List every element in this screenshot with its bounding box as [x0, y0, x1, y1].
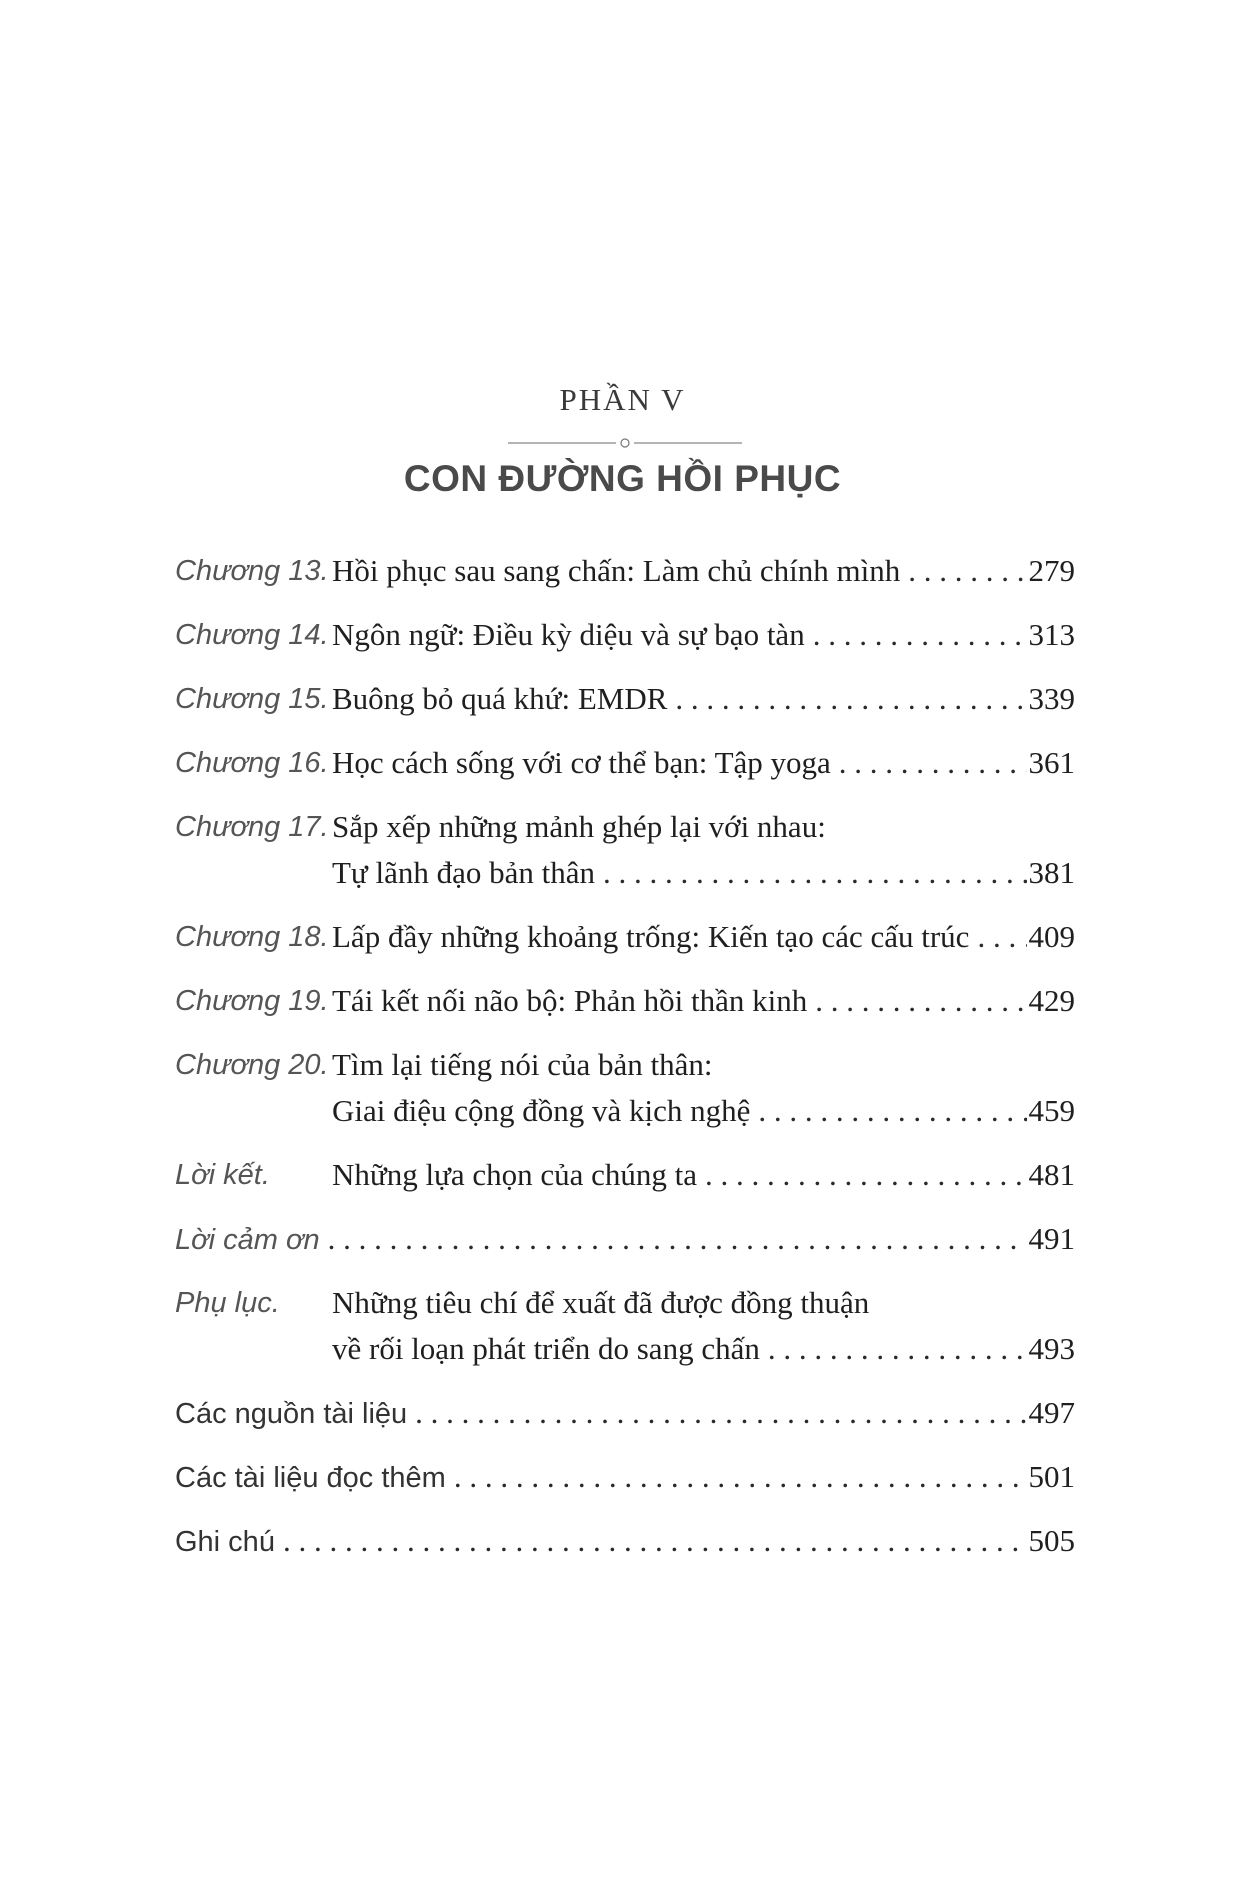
entry-title: Học cách sống với cơ thể bạn: Tập yoga [332, 745, 831, 780]
toc-entry[interactable] [175, 676, 1075, 722]
toc-entry[interactable] [175, 548, 1075, 594]
page-number: 361 [1028, 745, 1075, 780]
page-number: 339 [1028, 681, 1075, 716]
entry-title-continued: Giai điệu cộng đồng và kịch nghệ [332, 1093, 751, 1128]
toc-entry[interactable] [175, 1518, 1075, 1564]
entry-title: Tái kết nối não bộ: Phản hồi thần kinh [332, 983, 808, 1018]
toc-entry[interactable] [175, 612, 1075, 658]
page-number: 501 [1028, 1459, 1075, 1494]
entry-title: Các nguồn tài liệu [175, 1398, 408, 1430]
toc-entry[interactable] [175, 1390, 1075, 1436]
page-number: 313 [1028, 617, 1075, 652]
toc-entry[interactable] [175, 914, 1075, 960]
dot-leader [328, 1216, 1027, 1262]
entry-label: Chương 13. [175, 555, 329, 587]
entry-title: Ngôn ngữ: Điều kỳ diệu và sự bạo tàn [332, 617, 805, 652]
entry-title: Hồi phục sau sang chấn: Làm chủ chính mình [332, 553, 901, 588]
page-number: 481 [1028, 1157, 1075, 1192]
page-number: 497 [1028, 1395, 1075, 1430]
dot-leader [454, 1454, 1027, 1500]
toc-entry[interactable] [175, 1152, 1075, 1198]
dot-leader [603, 850, 1026, 896]
page-number: 493 [1028, 1331, 1075, 1366]
entry-label: Lời cảm ơn [175, 1224, 320, 1256]
page-number: 505 [1028, 1523, 1075, 1558]
dot-leader [675, 676, 1026, 722]
dot-leader [758, 1088, 1026, 1134]
entry-label: Chương 15. [175, 683, 329, 715]
entry-title: Tìm lại tiếng nói của bản thân: [332, 1047, 713, 1082]
entry-title: Các tài liệu đọc thêm [175, 1462, 446, 1494]
page-number: 459 [1028, 1093, 1075, 1128]
entry-title: Những tiêu chí để xuất đã được đồng thuận [332, 1285, 870, 1320]
entry-label: Chương 16. [175, 747, 329, 779]
ornament-divider [508, 436, 742, 450]
dot-leader [839, 740, 1027, 786]
page-number: 409 [1028, 919, 1075, 954]
page-number: 491 [1028, 1221, 1075, 1256]
entry-label: Chương 19. [175, 985, 329, 1017]
entry-title: Ghi chú [175, 1526, 275, 1558]
toc-entry[interactable] [175, 1280, 1075, 1372]
dot-leader [977, 914, 1026, 960]
entry-line [332, 548, 1075, 594]
page-number: 279 [1028, 553, 1075, 588]
entry-label: Chương 14. [175, 619, 329, 651]
dot-leader [283, 1518, 1027, 1564]
toc-entry[interactable] [175, 978, 1075, 1024]
dot-leader [415, 1390, 1026, 1436]
entry-title-continued: Tự lãnh đạo bản thân [332, 855, 596, 890]
toc-entry[interactable] [175, 1454, 1075, 1500]
entry-label: Lời kết. [175, 1159, 270, 1191]
entry-title-continued: về rối loạn phát triển do sang chấn [332, 1331, 760, 1366]
toc-entry[interactable] [175, 804, 1075, 896]
entry-title: Sắp xếp những mảnh ghép lại với nhau: [332, 809, 826, 844]
part-title: CON ĐƯỜNG HỒI PHỤC [403, 458, 842, 499]
dot-leader [705, 1152, 1026, 1198]
toc-entry[interactable] [175, 1216, 1075, 1262]
entry-label: Chương 18. [175, 921, 329, 953]
dot-leader [768, 1326, 1027, 1372]
entry-title: Lấp đầy những khoảng trống: Kiến tạo các cấu trúc [332, 919, 970, 954]
entry-label: Chương 20. [175, 1049, 329, 1081]
dot-leader [908, 548, 1026, 594]
entry-label: Phụ lục. [175, 1287, 280, 1319]
page-number: 381 [1028, 855, 1075, 890]
entry-label: Chương 17. [175, 811, 329, 843]
toc-entry[interactable] [175, 1042, 1075, 1134]
dot-leader [815, 978, 1026, 1024]
page-number: 429 [1028, 983, 1075, 1018]
toc-entry[interactable] [175, 740, 1075, 786]
part-label: PHẦN V [559, 382, 686, 417]
entry-title: Những lựa chọn của chúng ta [332, 1157, 698, 1192]
dot-leader [813, 612, 1027, 658]
entry-title: Buông bỏ quá khứ: EMDR [332, 681, 668, 716]
